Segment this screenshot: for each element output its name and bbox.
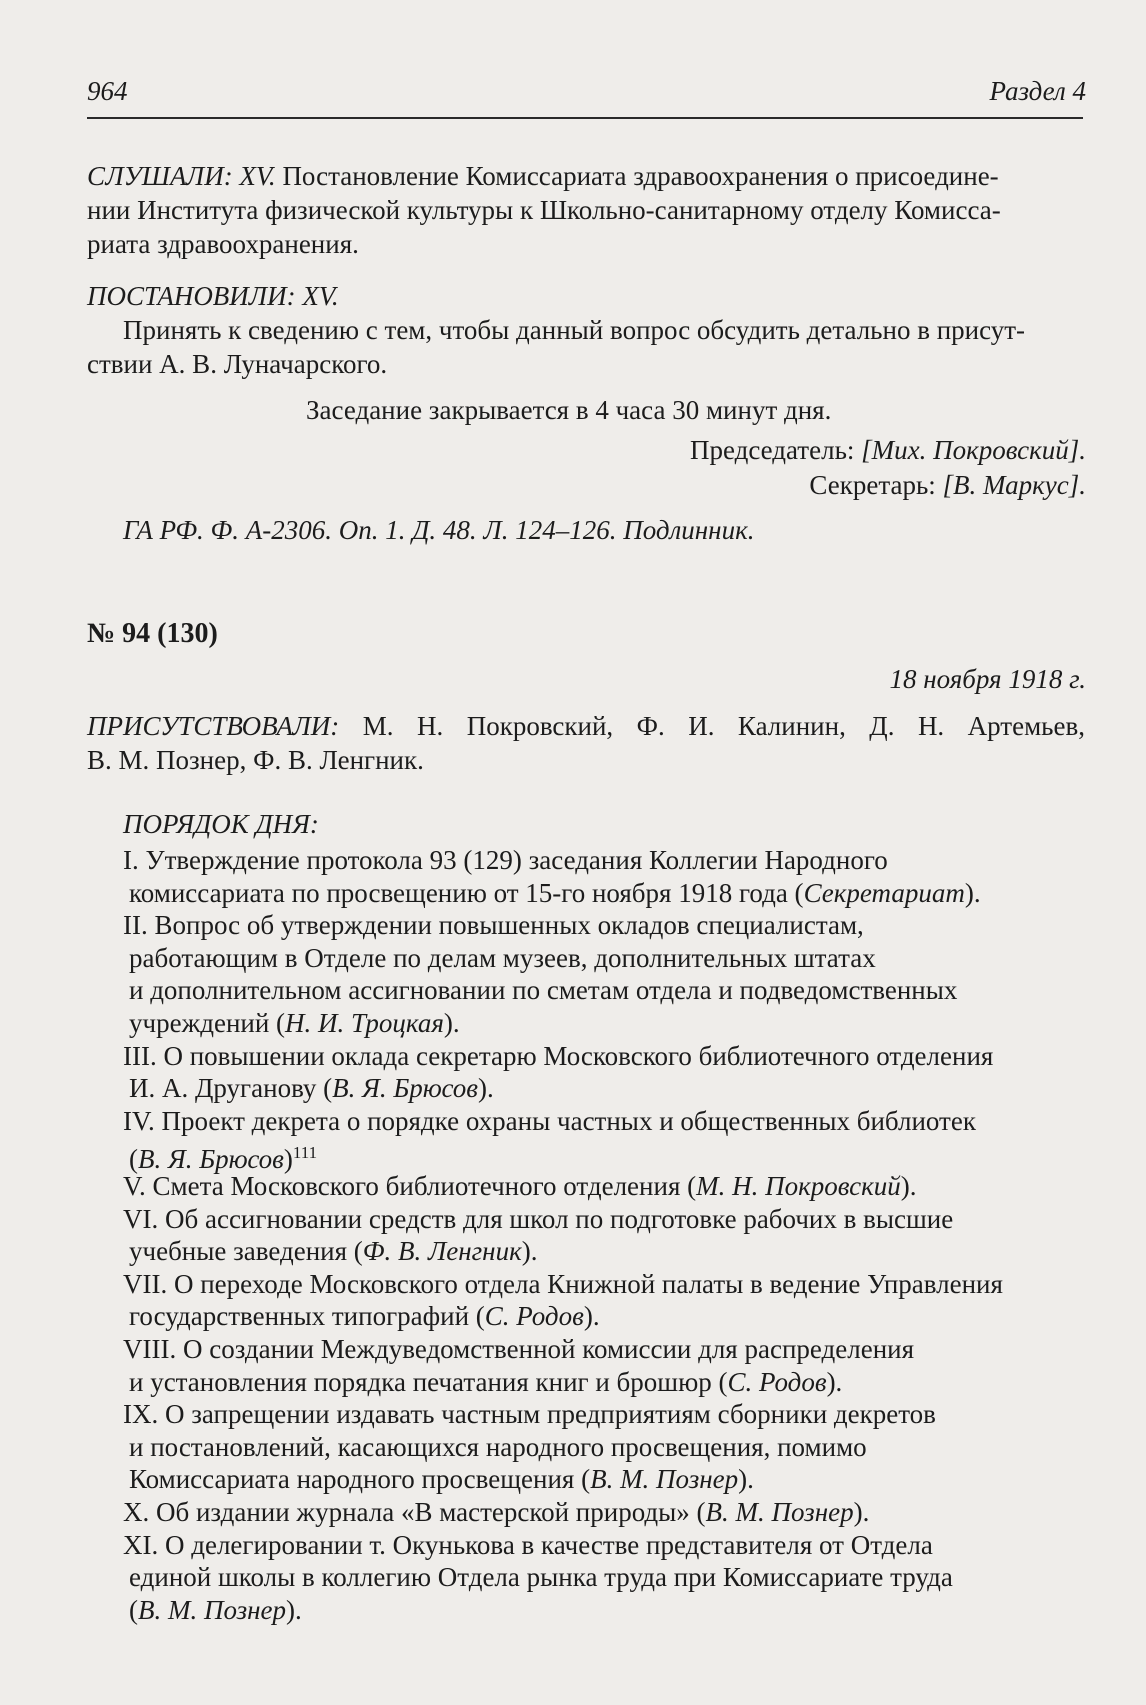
chair-signature (690, 433, 1086, 467)
agenda-tail: ). (521, 1236, 538, 1267)
agenda-label: ПОРЯДОК ДНЯ: (123, 809, 319, 839)
agenda-speaker: Ф. В. Ленгник (362, 1236, 522, 1267)
agenda-speaker: М. Н. Покровский (696, 1171, 901, 1201)
secretary-label: Секретарь: (809, 470, 943, 500)
agenda-speaker: В. Я. Брюсов (332, 1073, 479, 1104)
agenda-text: IX. О запрещении издавать частным предприятиям сборники декретов (123, 1399, 936, 1430)
resolved-line1: Принять к сведению с тем, чтобы данный вопрос обсудить детально в присут- (123, 315, 1026, 345)
agenda-text: и установления порядка печатания книг и брошюр ( (129, 1366, 728, 1397)
agenda-text: Комиссариата народного просвещения ( (129, 1464, 591, 1495)
agenda-line (123, 1169, 916, 1203)
agenda-line (123, 843, 888, 877)
agenda-speaker: С. Родов (727, 1366, 827, 1397)
agenda-speaker: Секретариат (803, 877, 965, 908)
present-name-part: И. (688, 711, 715, 741)
agenda-speaker: С. Родов (484, 1301, 584, 1332)
agenda-text: и постановлений, касающихся народного просвещения, помимо (129, 1431, 867, 1462)
agenda-tail: ). (738, 1464, 754, 1495)
present-name-part: Ф. (636, 711, 665, 741)
section-title: Раздел 4 (989, 76, 1086, 106)
secretary-signature (809, 468, 1086, 502)
archive-reference: ГА РФ. Ф. А-2306. Оп. 1. Д. 48. Л. 124–126. Подлинник. (123, 515, 755, 545)
agenda-tail: ). (478, 1073, 494, 1104)
agenda-text: ( (129, 1144, 138, 1175)
heard-xv-line2: нии Института физической культуры к Школьно-санитарному отделу Комисса- (87, 195, 1001, 225)
agenda-line (129, 1234, 537, 1268)
agenda-text: работающим в Отделе по делам музеев, дополнительных штатах (129, 942, 876, 973)
agenda-text: VII. О переходе Московского отдела Книжной палаты в ведение Управления (123, 1268, 1003, 1299)
agenda-speaker: В. М. Познер (590, 1464, 739, 1495)
present-name-part: Калинин, (737, 711, 846, 741)
footnote-marker: 111 (292, 1143, 318, 1163)
present-name-part: Н. (416, 711, 444, 741)
agenda-line (123, 1397, 936, 1431)
secretary-name: [В. Маркус]. (942, 470, 1086, 500)
agenda-line (129, 1365, 842, 1399)
agenda-speaker: В. М. Познер (138, 1594, 287, 1625)
agenda-line (129, 1560, 953, 1594)
agenda-line (129, 1006, 460, 1040)
heard-xv-line3: риата здравоохранения. (87, 229, 359, 259)
present-name-part: Д. (869, 711, 895, 741)
agenda-line (129, 1299, 600, 1333)
agenda-text: V. Смета Московского библиотечного отделения ( (123, 1171, 697, 1201)
page-number: 964 (87, 76, 128, 106)
agenda-line (129, 1593, 302, 1627)
agenda-text: III. О повышении оклада секретарю Московского библиотечного отделения (123, 1040, 994, 1071)
agenda-speaker: В. М. Познер (705, 1497, 854, 1527)
heard-text: Постановление Комиссариата здравоохранения о присоедине- (275, 161, 999, 191)
agenda-text: комиссариата по просвещению от 15-го ноября 1918 года ( (129, 877, 804, 908)
agenda-text: и дополнительном ассигновании по сметам отдела и подведомственных (129, 975, 958, 1006)
agenda-speaker: В. Я. Брюсов (138, 1144, 284, 1175)
present-name-part: Н. (917, 711, 945, 741)
agenda-line (123, 1267, 1003, 1301)
agenda-tail: ). (900, 1171, 917, 1201)
agenda-line (123, 908, 864, 942)
agenda-text: IV. Проект декрета о порядке охраны частных и общественных библиотек (123, 1105, 976, 1136)
agenda-tail: ) (283, 1144, 293, 1175)
present-line2: В. М. Познер, Ф. В. Ленгник. (87, 745, 424, 775)
agenda-speaker: Н. И. Троцкая (285, 1008, 444, 1038)
present-name-part: Артемьев, (967, 711, 1085, 741)
document-number: № 94 (130) (87, 618, 218, 649)
agenda-tail: ). (583, 1301, 600, 1332)
agenda-line (129, 1462, 754, 1496)
present-line1 (87, 709, 1085, 743)
agenda-text: VIII. О создании Междуведомственной комиссии для распределения (123, 1334, 915, 1364)
chair-name: [Мих. Покровский]. (861, 435, 1086, 465)
header-rule (87, 117, 1083, 119)
heard-label: СЛУШАЛИ: XV. (87, 161, 276, 191)
agenda-text: ( (129, 1594, 138, 1625)
agenda-tail: ). (964, 877, 981, 908)
present-label: ПРИСУТСТВОВАЛИ: (87, 711, 340, 741)
agenda-line (129, 973, 957, 1007)
agenda-tail: ). (826, 1366, 843, 1397)
agenda-line (129, 941, 876, 975)
agenda-line (123, 1104, 976, 1138)
agenda-text: государственных типографий ( (129, 1301, 485, 1332)
agenda-text: учебные заведения ( (129, 1236, 363, 1267)
agenda-tail: ). (853, 1497, 870, 1527)
agenda-tail: ). (443, 1008, 460, 1038)
agenda-text: учреждений ( (129, 1008, 286, 1038)
resolved-label: ПОСТАНОВИЛИ: XV. (87, 281, 339, 311)
resolved-line2: ствии А. В. Луначарского. (87, 349, 388, 379)
chair-label: Председатель: (689, 435, 862, 465)
agenda-tail: ). (286, 1594, 302, 1625)
agenda-line (123, 1495, 869, 1529)
agenda-line (129, 1430, 867, 1464)
agenda-line (129, 876, 981, 910)
document-date: 18 ноября 1918 г. (889, 664, 1086, 694)
present-name-part: Покровский, (466, 711, 614, 741)
agenda-text: II. Вопрос об утверждении повышенных окладов специалистам, (123, 910, 864, 941)
agenda-line (123, 1332, 914, 1366)
agenda-line (123, 1528, 933, 1562)
agenda-text: X. Об издании журнала «В мастерской природы» ( (123, 1497, 706, 1527)
agenda-line (129, 1071, 494, 1105)
agenda-text: I. Утверждение протокола 93 (129) заседания Коллегии Народного (123, 845, 888, 875)
agenda-text: единой школы в коллегию Отдела рынка труда при Комиссариате труда (129, 1562, 953, 1593)
present-name-part: М. (362, 711, 394, 741)
agenda-line (123, 1202, 953, 1236)
closing-line: Заседание закрывается в 4 часа 30 минут дня. (306, 395, 832, 425)
agenda-text: И. А. Друганову ( (129, 1073, 333, 1104)
agenda-text: XI. О делегировании т. Окунькова в качестве представителя от Отдела (123, 1529, 933, 1560)
agenda-line (123, 1039, 993, 1073)
agenda-text: VI. Об ассигновании средств для школ по подготовке рабочих в высшие (123, 1203, 954, 1234)
heard-xv-line1 (87, 159, 999, 193)
